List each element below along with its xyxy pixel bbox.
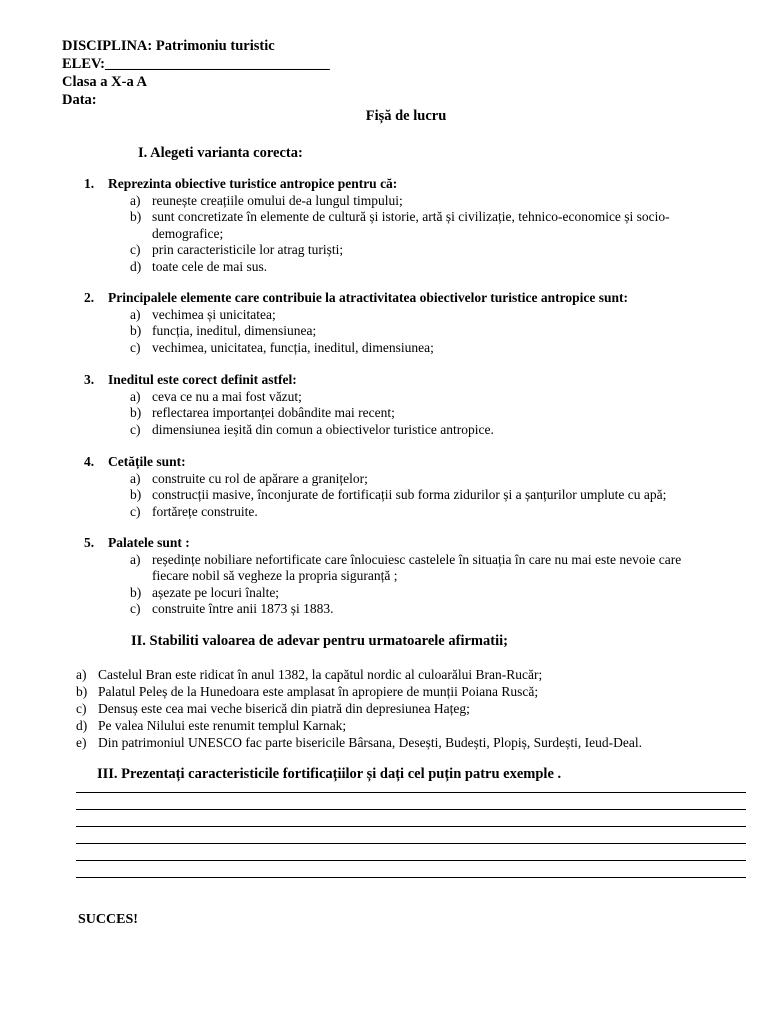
option-letter: c) <box>130 339 141 355</box>
option-letter: b) <box>130 584 142 600</box>
option-letter: b) <box>130 487 142 502</box>
class-label: Clasa a X-a A <box>62 74 147 90</box>
option-text: reședințe nobiliare nefortificate care înlocuiesc castelele în situația în care nu mai este nevoie care fiecare nobil să vegheze la propria siguranță ; <box>152 551 682 583</box>
question-2 <box>84 290 712 356</box>
option-letter: c) <box>130 601 141 616</box>
question-4 <box>84 454 712 520</box>
option-text: vechimea, unicitatea, funcția, ineditul, dimensiunea; <box>152 339 434 355</box>
option-text: ceva ce nu a mai fost văzut; <box>152 388 302 404</box>
item-text: Densuș este cea mai veche biserică din piatră din depresiunea Hațeg; <box>98 701 470 716</box>
option-letter: c) <box>130 242 141 257</box>
option-letter: d) <box>130 258 142 274</box>
option-letter: a) <box>130 551 141 567</box>
answer-line[interactable] <box>76 792 746 793</box>
section-1-heading: I. Alegeti varianta corecta: <box>138 145 303 161</box>
list-item <box>76 683 642 700</box>
question-text: Principalele elemente care contribuie la atractivitatea obiectivelor turistice antropice sunt: <box>108 290 628 305</box>
date-field: Data: <box>62 92 97 108</box>
option-text: prin caracteristicile lor atrag turiști; <box>152 242 344 257</box>
section-2-heading: II. Stabiliti valoarea de adevar pentru urmatoarele afirmatii; <box>131 633 508 649</box>
option-letter: a) <box>130 388 141 404</box>
item-letter: a) <box>76 667 87 682</box>
question-text: Cetățile sunt: <box>108 454 186 469</box>
option-text: construite între anii 1873 și 1883. <box>152 601 334 616</box>
option-text: sunt concretizate în elemente de cultură și istorie, artă și civilizație, tehnico-economice și socio-demografice; <box>152 209 670 241</box>
option-letter: c) <box>130 421 141 437</box>
option-letter: b) <box>130 405 142 420</box>
true-false-list <box>76 666 642 751</box>
option-text: așezate pe locuri înalte; <box>152 584 280 600</box>
option-text: toate cele de mai sus. <box>152 258 268 274</box>
option-text: reflectarea importanței dobândite mai recent; <box>152 405 395 420</box>
question-number: 2. <box>84 290 95 305</box>
question-1 <box>84 176 712 275</box>
student-name-field: ELEV:_______________________________ <box>62 56 330 72</box>
question-text: Reprezinta obiective turistice antropice pentru că: <box>108 176 398 191</box>
item-text: Din patrimoniul UNESCO fac parte bisericile Bârsana, Desești, Budești, Plopiș, Surdești, Ieud-Deal. <box>98 735 643 750</box>
list-item <box>76 700 642 717</box>
option-letter: a) <box>130 306 141 322</box>
question-number: 5. <box>84 535 95 550</box>
option-text: fortărețe construite. <box>152 503 258 519</box>
section-3-heading: III. Prezentați caracteristicile fortificațiilor și dați cel puțin patru exemple . <box>97 766 562 782</box>
question-number: 4. <box>84 454 95 469</box>
option-text: vechimea și unicitatea; <box>152 306 276 322</box>
option-letter: c) <box>130 503 141 519</box>
item-letter: b) <box>76 684 88 699</box>
option-letter: b) <box>130 209 142 224</box>
list-item <box>76 717 642 734</box>
question-text: Palatele sunt : <box>108 535 190 550</box>
item-text: Palatul Peleș de la Hunedoara este amplasat în apropiere de munții Poiana Ruscă; <box>98 684 539 699</box>
question-3 <box>84 372 712 438</box>
question-text: Ineditul este corect definit astfel: <box>108 372 297 387</box>
answer-line[interactable] <box>76 809 746 810</box>
item-letter: c) <box>76 701 87 716</box>
list-item <box>76 666 642 683</box>
answer-line[interactable] <box>76 877 746 878</box>
closing-text: SUCCES! <box>78 912 138 927</box>
option-text: reunește creațiile omului de-a lungul timpului; <box>152 192 403 208</box>
question-number: 3. <box>84 372 95 387</box>
option-text: construite cu rol de apărare a granițelor; <box>152 470 368 486</box>
option-text: dimensiunea ieșită din comun a obiectivelor turistice antropice. <box>152 421 494 437</box>
item-letter: d) <box>76 718 88 733</box>
option-letter: a) <box>130 470 141 486</box>
answer-line[interactable] <box>76 860 746 861</box>
item-letter: e) <box>76 735 87 750</box>
answer-line[interactable] <box>76 826 746 827</box>
item-text: Castelul Bran este ridicat în anul 1382, la capătul nordic al culoarălui Bran-Rucăr; <box>98 667 543 682</box>
question-number: 1. <box>84 176 95 191</box>
option-letter: b) <box>130 323 142 338</box>
option-text: construcții masive, înconjurate de fortificații sub forma zidurilor și a șanțurilor umplute cu apă; <box>152 487 667 502</box>
answer-line[interactable] <box>76 843 746 844</box>
option-text: funcția, ineditul, dimensiunea; <box>152 323 317 338</box>
question-5 <box>84 535 712 618</box>
discipline-label: DISCIPLINA: Patrimoniu turistic <box>62 38 275 54</box>
option-letter: a) <box>130 192 141 208</box>
item-text: Pe valea Nilului este renumit templul Karnak; <box>98 718 347 733</box>
list-item <box>76 734 642 751</box>
page-title: Fișă de lucru <box>365 108 447 124</box>
